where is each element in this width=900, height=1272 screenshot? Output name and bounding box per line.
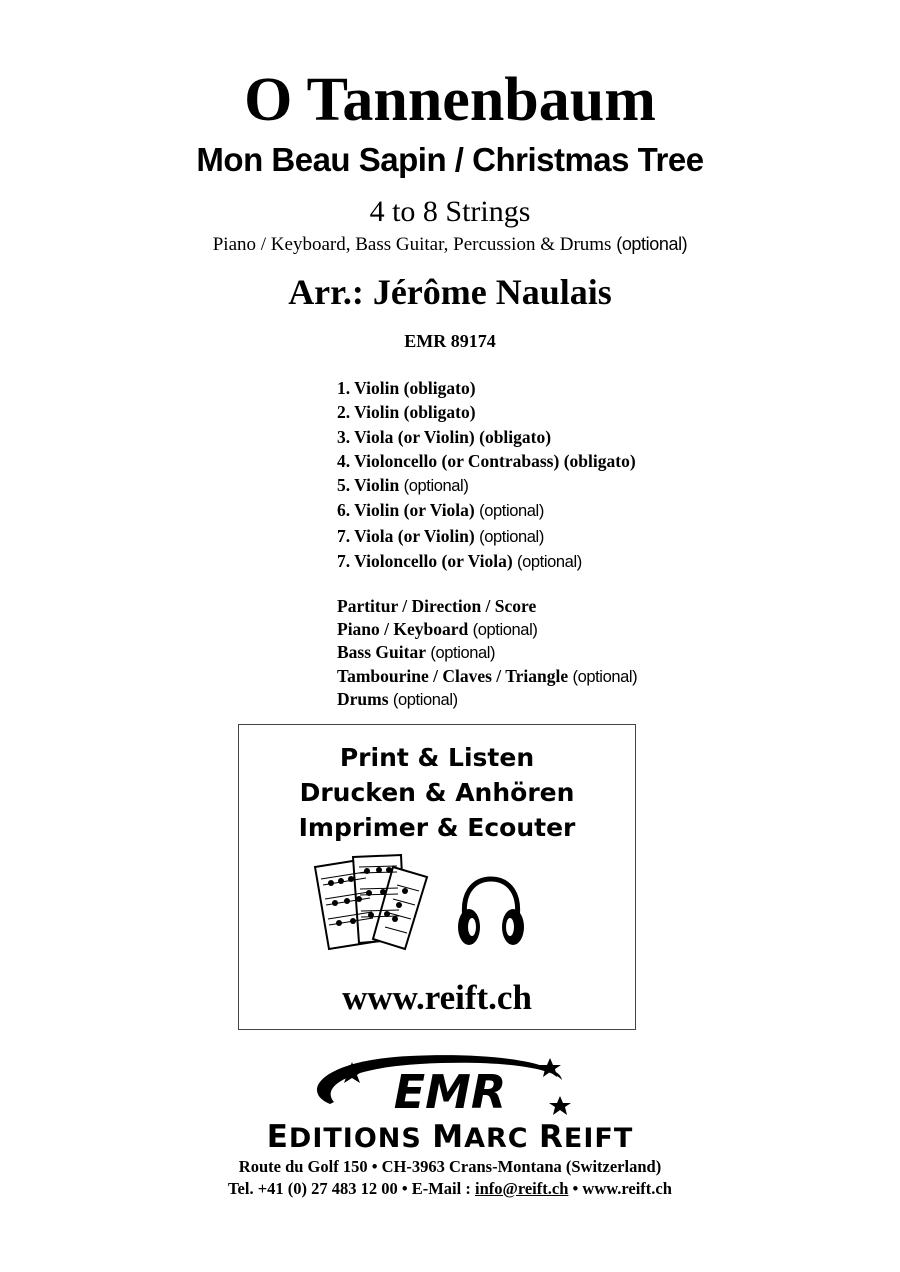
part-tag: (obligato) [479,426,552,447]
part-tag: (optional) [479,502,544,521]
publisher-part-3: EIFT [563,1123,634,1154]
print-listen-box[interactable] [238,724,636,1030]
emr-logo [300,1052,590,1124]
publisher-letter-e: E [266,1119,289,1155]
publisher-name [0,1120,900,1156]
instrumentation-main: Piano / Keyboard, Bass Guitar, Percussion & Drums [212,234,612,255]
publisher-letter-r: R [539,1119,564,1155]
publisher-letter-m: M [432,1119,465,1155]
part-tag: (optional) [479,527,544,546]
list-item [337,498,636,523]
part-name: 7. Violoncello (or Viola) [337,551,513,572]
part-name: 1. Violin [337,378,400,398]
website-link[interactable]: www.reift.ch [342,978,532,1017]
promo-line-french: Imprimer & Ecouter [298,813,576,842]
part-name: Drums [337,689,389,709]
list-item [337,549,636,574]
headphones-icon [455,875,527,951]
instrumentation-line [0,232,900,257]
arranger: Arr.: Jérôme Naulais [288,272,612,312]
publisher-part-1: DITIONS [288,1123,433,1154]
list-item [337,665,637,689]
publisher-part-2: ARC [464,1123,540,1154]
list-item [337,618,637,642]
part-name: Partitur / Direction / Score [337,596,537,616]
logo-text: EMR [393,1065,507,1119]
list-item [337,473,636,498]
part-tag: (obligato) [403,378,476,398]
list-item [337,449,636,473]
part-name: 6. Violin (or Viola) [337,500,475,521]
publisher-contact [0,1178,900,1199]
subtitle: Mon Beau Sapin / Christmas Tree [196,141,704,178]
extras-list [337,595,637,712]
part-tag: (obligato) [403,402,476,423]
part-name: 5. Violin [337,475,400,496]
sheet-music-icon [309,853,439,953]
part-name: 2. Violin [337,402,400,423]
contact-phone: Tel. +41 (0) 27 483 12 00 • E-Mail : [228,1179,475,1198]
promo-line-german: Drucken & Anhören [299,778,575,807]
list-item [337,641,637,665]
part-name: Tambourine / Claves / Triangle [337,665,569,686]
promo-line-english: Print & Listen [339,743,535,772]
list-item [337,400,636,424]
list-item [337,376,636,400]
contact-website[interactable]: • www.reift.ch [568,1179,672,1198]
part-tag: (optional) [403,477,469,496]
part-tag: (optional) [392,691,458,709]
list-item [337,595,637,618]
part-name: Bass Guitar [337,642,426,662]
part-tag: (optional) [472,620,538,639]
publisher-address: Route du Golf 150 • CH-3963 Crans-Montana (Switzerland) [238,1157,662,1176]
list-item [337,688,637,712]
ensemble-label: 4 to 8 Strings [369,195,531,228]
part-tag: (optional) [572,667,638,686]
part-name: 7. Viola (or Violin) [337,525,475,546]
email-link[interactable]: info@reift.ch [474,1179,569,1198]
parts-list [337,376,636,574]
part-name: 4. Violoncello (or Contrabass) [337,450,560,471]
part-tag: (obligato) [563,450,636,471]
page-title: O Tannenbaum [244,66,656,134]
catalog-code: EMR 89174 [404,331,496,351]
list-item [337,524,636,549]
part-name: 3. Viola (or Violin) [337,426,475,447]
list-item [337,425,636,449]
instrumentation-optional: (optional) [616,234,688,254]
part-tag: (optional) [430,644,496,662]
part-name: Piano / Keyboard [337,618,469,639]
part-tag: (optional) [517,553,582,572]
